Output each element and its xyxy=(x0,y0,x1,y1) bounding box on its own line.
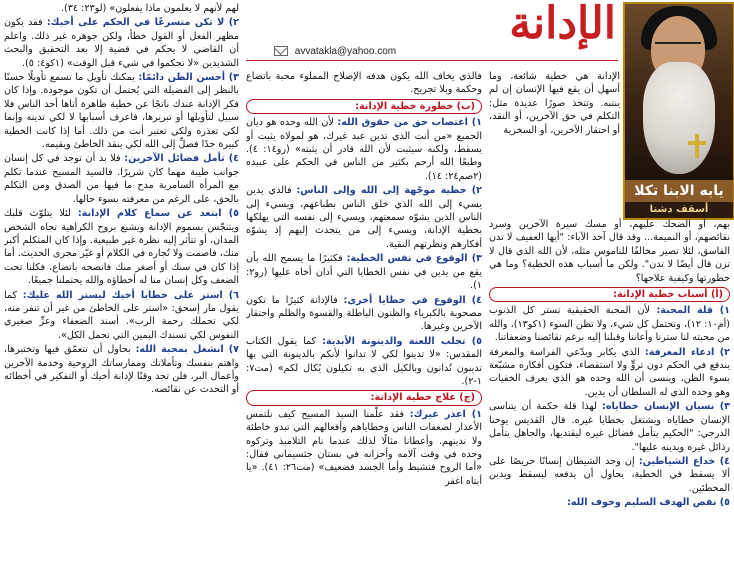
left-column xyxy=(4,2,239,577)
paragraph: بهم، أو الضحك عليهم، أو مسك سيرة الآخرين وسرد نقائصهم، أو النميمة... وقد قال آحد الآباء: "أيها العفيف لا تدن الفاسق، لئلا تصير مخالفًا للناموس مثله، لأن الله الذي قال لا تزن قال أيضًا لا تدن". ولكن ما أسباب هذه الخطية؟ وما هي خطورتها وكيفية علاجها؟ xyxy=(489,219,730,284)
point-heading: ٧) انشغل بمحبة الله: xyxy=(135,344,239,356)
point-heading: ٢) خطية موجّهة إلى الله وإلى الناس: xyxy=(296,185,482,197)
paragraph xyxy=(4,289,239,343)
title-area xyxy=(246,2,620,68)
author-box xyxy=(623,2,734,220)
paragraph xyxy=(246,335,482,389)
email-row xyxy=(246,46,618,61)
point-heading: ٤) تأمل فضائل الآخرين: xyxy=(124,153,239,165)
point-text: لئلا يتلوّث قلبك ويتنجّس بسموم الإدانة ويشبع بروح الكراهية تجاه الشخص المدان، أو تتأثر إليه نظرة غير طبيعية. وإذا كان المتكلم أكبر منك، فاصمت ولا تُجاره في الكلام أو غيّر مجرى الحديث. أما إذا كان في سنك أو أصغر منك فانصحه باتضاع، فكلنا تحت الضعف وكل إنسان منا له أخطاؤه والله يحتملنا جميعًا. xyxy=(4,208,239,287)
intro-text xyxy=(489,70,620,216)
point-text: يمكنك تأويل ما تسمع تأويلًا حسنًا بالنظر إلى الفضيلة التي يُحتمل أن تكون موجودة. وإذا كان فكر الإدانة عندك ناتجًا عن خطية ظاهرة أتاها أحد الناس فلا سبيل لتأويلها أو تبريرها، فاعرف أسبابها لا لكي تدينه وإنما لكي تعذره ولكي تعتبر أنت من ذلك. أما إذا كانت الخطية كبيرة جدًا فصلِّ إلى الله لكي ينقذ الخاطئ ويقيمه. xyxy=(4,72,239,151)
point-text: إن وجد الشيطان إنسانًا حريصًا على ألا يسقط في الخطية، يحاول أن يدفعه ليسقط ويدين المخطئين. xyxy=(489,455,730,494)
point-text: فكثيرًا ما يسمح الله بأن يقع من يدين في نفس الخطايا التي أدان أخاه عليها (رو٢: ١). xyxy=(246,253,482,292)
paragraph xyxy=(489,496,730,509)
point-text: فقد يكون مظهر الفعل أو القول خطأ، ولكن جوهره غير ذلك. واعلم أن القاضي لا يحكم في قضية إلا بعد التحقيق والبحث الشديدين «لا تحكموا في شيء قبل الوقت» (١كو٤: ٥). xyxy=(4,17,239,69)
right-column xyxy=(489,218,730,577)
point-text: فالذي يدين يسيء إلى الله الذي خلق الناس بطباعهم، ويسيء إلى الناس الذين يشوّه سمعتهم، ويسيء إلى نفسه التي يهلكها بخطية الإدانة، ويسيء إلى من يتحدث إليهم إذ يشوّه أفكارهم ونظرتهم النقية. xyxy=(246,185,482,250)
point-text: لأن المحبة الحقيقية تستر كل الذنوب (أم١٠: ١٢)، وتحتمل كل شيء، ولا تظن السوء (١كو١٣)، والله من محبته لنا سترنا وأعاننا وقبلنا إليه برغم نقائصنا وضعفاتنا. xyxy=(489,305,730,344)
paragraph xyxy=(4,343,239,397)
section-c-title: (ج) علاج خطية الإدانة: xyxy=(246,390,482,405)
article-title: الإدانة xyxy=(509,0,616,49)
paragraph xyxy=(489,400,730,454)
paragraph xyxy=(4,152,239,206)
point-text: كما يقول الكتاب المقدس: «لا تدينوا لكي لا تدانوا لأنكم بالدينونة التي بها تدينون تُدانون وبالكيل الذي به تكيلون يُكال لكم» (مت٧: ١-٢). xyxy=(246,335,482,387)
paragraph xyxy=(246,252,482,292)
point-heading: ١) اغتصاب حق من حقوق الله: xyxy=(337,117,482,129)
paragraph xyxy=(246,294,482,334)
cross-icon xyxy=(688,134,706,158)
paragraph xyxy=(489,304,730,344)
point-heading: ٣) الوقوع في نفس الخطية: xyxy=(346,253,482,265)
point-heading: ٣) أحسن الظن دائمًا: xyxy=(138,72,239,84)
paragraph xyxy=(246,184,482,251)
paragraph xyxy=(4,207,239,287)
author-portrait xyxy=(625,4,733,180)
point-heading: ٢) لا تكن متسرعًا في الحكم على أخيك: xyxy=(46,17,239,29)
point-heading: ٤) خداع الشياطين: xyxy=(638,455,730,467)
point-text: لأن الله وحده هو ديان الجميع «من أنت الذي تدين عبد غيرك، هو لمولاه يثبت أو يسقط، ولكنه سيثبت لأن الله قادر أن يثبته» (رو١٤: ٤). وطبعًا الله أرحم بكثير من الناس في الحكم على عبيده (٢صم٢٤: ١٤). xyxy=(246,117,482,182)
paragraph xyxy=(246,408,482,488)
author-name: أسقف دشنا xyxy=(625,202,733,218)
glasses-shape xyxy=(655,42,701,54)
point-text: بحاول أن تتعمّق فيها وتختبرها، واهتم بنفسك وتأملاتك وممارساتك الروحية وخدمة الآخرين وأعمال البر، فلن تجد وقتًا لإدانة أخيك أو التفكير في أخطائه أو التحدث عن نقائصه. xyxy=(4,344,239,396)
point-text: فقد علّمنا السيد المسيح كيف نلتمس الأعذار لضعفات الناس وخطاياهم وأفعالهم التي تبدو خاطئة ولا ندينهم. وأعطانا مثالًا لذلك عندما نام التلاميذ وتركوه وحده في وقت آلامه وأحزانه في بستان جثسيماني فقال: «أما الروح فنشيط وأما الجسد فضعيف» (مت٢٦: ٤١). «يا أبتاه اغفر xyxy=(246,408,482,487)
point-heading: ٤) الوقوع في خطايا أخرى: xyxy=(343,294,482,306)
point-text: الذي يكابر ويدّعي الفراسة والمعرفة يندفع في الحكم دون تروٍّ ولا استقصاء، فتكون أفكاره مشبّعة بسوء الظن، وينسى أن الله وحده هو الذي يعرف الخفيات وهو وحده الذي له السلطان أن يدين. xyxy=(489,346,730,398)
paragraph xyxy=(4,71,239,151)
point-heading: ٣) نسيان الإنسان خطاياه: xyxy=(602,401,730,413)
paragraph xyxy=(489,455,730,495)
point-heading: ٥) تجلب اللعنة والدينونة الأبدية: xyxy=(322,335,482,347)
section-a-title: (أ) أسباب خطية الإدانة: xyxy=(489,287,730,302)
point-heading: ٢) ادعاء المعرفة: xyxy=(644,346,730,358)
column-name: يابه الابنا تكلا xyxy=(625,180,733,202)
intro-paragraph: الإدانة هي خطية شائعة، وما أسهل أن يقع فيها الإنسان إن لم ينتبه. وتتخذ صورًا عديدة مثل: التكلم في حق الآخرين، أو النقد، أو احتقار الآخرين، أو السخرية xyxy=(489,71,620,136)
point-text: كما يقول مار إسحق: «استر على الخاطئ من غير أن تنفر منه، لكي تحملك رحمة الرب». أسند الضعفاء وعزِّ صغيري النفوس لكي تسندك اليمين التي تحمل الكل». xyxy=(4,289,239,341)
paragraph xyxy=(246,116,482,183)
section-b-title: (ب) خطورة خطية الإدانة: xyxy=(246,99,482,114)
point-text: فلا بد أن توجد في كل إنسان جوانب طيبة مهما كان شريرًا. فالسيد المسيح عندما تكلم مع المرأة السامرية مدح ما فيها من الصدق ومن التكلم بالحق، على الرغم من معرفته بسوء حالها. xyxy=(4,153,239,205)
paragraph: فالذي يخاف الله يكون هدفه الإصلاح المملوء محبة باتضاع وحكمة وبلا تجريح. xyxy=(246,71,482,96)
middle-column xyxy=(246,70,482,577)
point-heading: ٥) ابتعد عن سماع كلام الإدانة: xyxy=(77,208,239,220)
point-heading: ١) اعذر غيرك: xyxy=(409,408,482,420)
paragraph xyxy=(489,346,730,400)
author-email[interactable]: avvatakla@yahoo.com xyxy=(294,46,397,57)
point-heading: ١) قلة المحبة: xyxy=(656,305,730,317)
paragraph xyxy=(4,16,239,70)
email-icon xyxy=(274,46,288,56)
paragraph: لهم لأنهم لا يعلمون ماذا يفعلون» (لو٢٣: ٣٤). xyxy=(60,3,239,14)
point-heading: ٥) نقص الهدف السليم وخوف الله: xyxy=(567,497,730,509)
point-text: فالإدانة كثيرًا ما تكون مصحوبة بالكبرياء والظنون الباطلة والقسوة والظلم واحتقار الآخرين وغيرها. xyxy=(246,294,482,333)
point-text: لهذا قلة حكمة أن يتناسى الإنسان خطاياه ويشتغل بخطايا غيره. قال القديس يوحنا الدرجي: "الحكيم يتأمل فضائل غيره ليقتديها، والجاهل يتأمل رذائل غيره ويدينه عليها". xyxy=(489,401,730,453)
point-heading: ٦) استر على خطايا أخيك ليستر الله عليك: xyxy=(22,289,239,301)
